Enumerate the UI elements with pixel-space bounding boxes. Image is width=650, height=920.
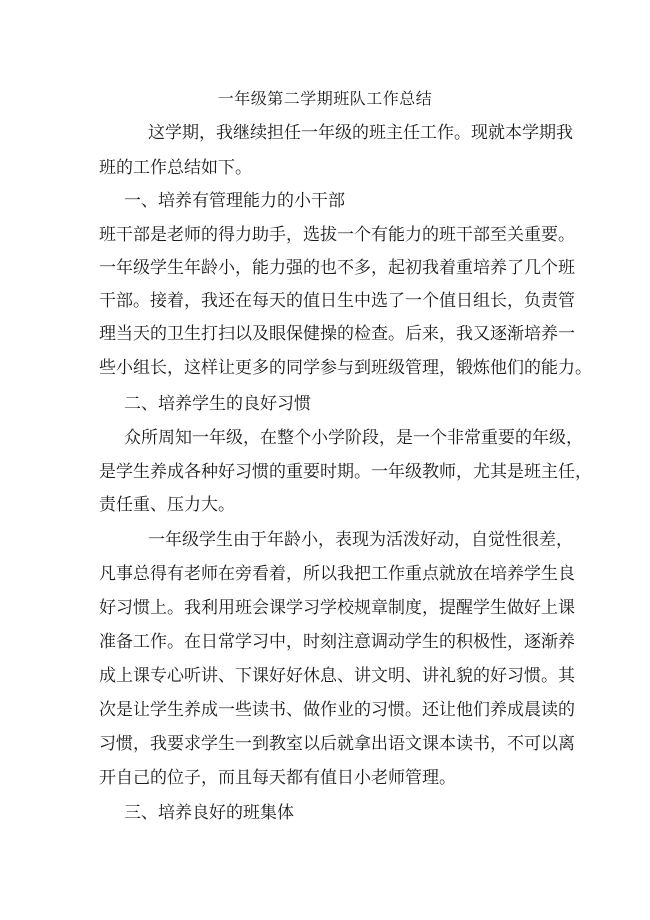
section-2-p2-line-8: 开自己的位子，而且每天都有值日小老师管理。 [99,768,456,788]
section-1-line-4: 理当天的卫生打扫以及眼保健操的检查。后来，我又逐渐培养一 [99,324,575,344]
section-2-p2-line-6: 次是让学生养成一些读书、做作业的习惯。还让他们养成晨读的 [99,700,575,720]
section-2-p1-line-3: 责任重、压力大。 [99,495,235,515]
section-2-p2-line-1: 一年级学生由于年龄小，表现为活泼好动，自觉性很差， [148,530,573,550]
section-1-heading: 一、培养有管理能力的小干部 [124,191,345,211]
section-2-p2-line-7: 习惯，我要求学生一到教室以后就拿出语文课本读书，不可以离 [99,734,575,754]
intro-line-2: 班的工作总结如下。 [99,158,252,178]
section-1-line-2: 一年级学生年龄小，能力强的也不多，起初我着重培养了几个班 [99,258,575,278]
section-2-heading: 二、培养学生的良好习惯 [124,394,311,414]
section-2-p1-line-2: 是学生养成各种好习惯的重要时期。一年级教师，尤其是班主任， [99,462,592,482]
section-1-line-3: 干部。接着，我还在每天的值日生中选了一个值日组长，负责管 [99,291,575,311]
section-1-line-5: 些小组长，这样让更多的同学参与到班级管理，锻炼他们的能力。 [99,358,592,378]
section-1-line-1: 班干部是老师的得力助手，选拔一个有能力的班干部至关重要。 [99,225,575,245]
section-3-heading: 三、培养良好的班集体 [124,803,294,823]
section-2-p2-line-3: 好习惯上。我利用班会课学习学校规章制度，提醒学生做好上课 [99,598,575,618]
section-2-p2-line-5: 成上课专心听讲、下课好好休息、讲文明、讲礼貌的好习惯。其 [99,666,575,686]
section-2-p2-line-4: 准备工作。在日常学习中，时刻注意调动学生的积极性，逐渐养 [99,632,575,652]
section-2-p2-line-2: 凡事总得有老师在旁看着，所以我把工作重点就放在培养学生良 [99,564,575,584]
document-title: 一年级第二学期班队工作总结 [217,89,433,108]
section-2-p1-line-1: 众所周知一年级，在整个小学阶段，是一个非常重要的年级， [124,428,583,448]
intro-line-1: 这学期，我继续担任一年级的班主任工作。现就本学期我 [148,123,573,143]
